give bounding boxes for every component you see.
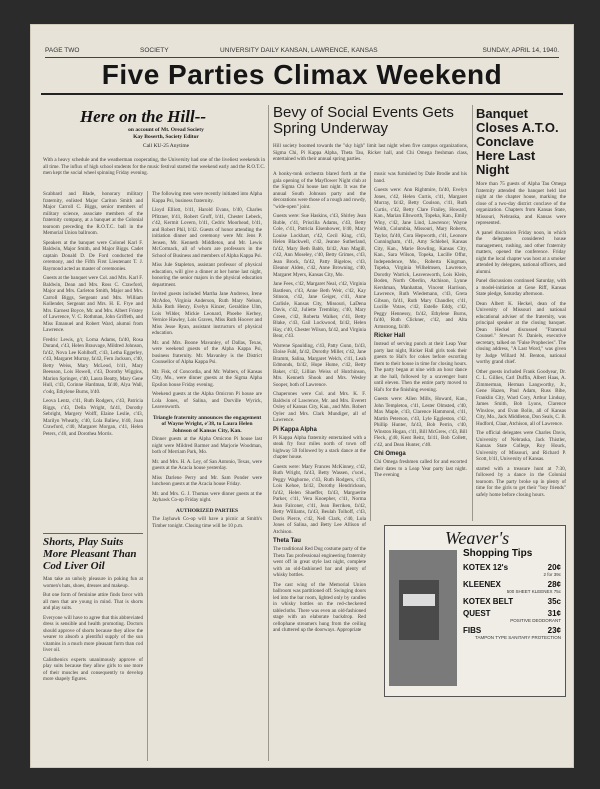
ad-product-photo — [389, 550, 457, 686]
paragraph: Mr. and Mrs. H. A. Ley, of San Antonio, Texas, were guests at the Acacia house yesterday. — [152, 458, 262, 471]
ad-item-name: KOTEX 12's — [463, 563, 509, 572]
paragraph: Instead of serving punch at their Leap Year party last night, Ricker Hall girls took their guests to Hal's for cokes before escorting them to their house in time for closing hours. The party began at nine with an hour dance at the hall, followed by a scavenger hunt until eleven. Then the entire party moved to Hal's for the finishing evening. — [374, 341, 467, 393]
paragraph: Everyone will have to agree that this abbreviated dress is sensible and health promoting. Doctors should approve of shorts because they allow the wearer to absorb a plentiful supply of the sun vitamins in a much more pleasant form than cod liver oil. — [43, 614, 143, 653]
ad-item — [463, 580, 561, 589]
column-1-body — [43, 191, 143, 531]
paragraph: Mr. Fisk, of Concordia, and Mr. Walters, of Kansas City, Mo., were dinner guests at the Sigma Alpha Epsilon house Friday evening. — [152, 368, 262, 388]
article-bevy-lead — [273, 143, 468, 171]
paragraph: The cast wing of the Memorial Union ballroom was partitioned off. Swinging doors led into the bar room, lighted only by candles in whisky bottles on the red-checkered tablecloths. There was even an old-fashioned stage with an elaborate backdrop. Red cellophane streamers hung from the ceiling and cluttered up the doorways. Appropriate — [273, 581, 366, 633]
paragraph: Guests were: Ann Rightmire, fa'40, Evelyn Jones, c'42, Helen Curtis, c'41, Margaret Murray, fa'42, Betty Coulson, c'41, Ruth Curtis, c'42, Betty Clare Frailey, Howard, Kan., Marian Ellsworth, Topeka, Kan., Emily Winy, c'42, Jane Lind, Lawrence; Wayne Woith, Columbia, Missouri, Mary Roberts, Taylor, fa'40, Cora Hepworth, c'41, Leonore Cunningham, c'41, Amy Schlebel, Kansas City, Kan., Marie Bowling, Kansas City, Kan., Sara Wilson, Topeka, Lucille Offut, Independence, Mo., Roberta Kingman, Topeka, Virginia Wilhelmsen, Lawrence, Dorothy Warrick, Leavenworth, Lois Klein, Boden, North Oberlin, Atchison, Lynne Kershman, Manhattan, Vincent Harrison, Lawrence, Ruth Wiedemann, c'43, Greta Gibson, fa'41, Ruth Mary Chandler, c'41, Lucille Votaw, c'42, Estelle Eddy, c'42, Peggy Hennessy, fa'42, Ethylene Burns, fa'40, Ruth Clickner, c'42, and Alta Armstrong, fa'40. — [374, 187, 467, 330]
paragraph: The following men were recently initiated into Alpha Kappa Psi, business fraternity. — [152, 191, 262, 204]
ad-item-note: TAMPON TYPE SANITARY PROTECTION — [475, 635, 561, 640]
paragraph: Fredric Lewis, g/r, Lorna Adams, fa'40, Rosa Durand, c'43, Helen Brauvage, Mildred Johnson, fa'42, Nova Lee Kohlhoff, c'43, Letha Eggerley, c'43, Margaret Murray, fa'42, Fern Jackson, c'40, Betty Weiss, Mary McLeod, b'41, Mary Beeuson, Lois Howell, c'43, Dorothy Wiggins, Marion Springer, c'40, Laura Beatty, Mary Gene Hull, c'43, Corinne Hardman, fa'40, Alya Wall, c'odq, Ethylene Burns, b'40. — [43, 336, 143, 395]
ad-item-note: 500 SHEET KLEENEX 75c — [506, 589, 561, 594]
paragraph: Miss Darlene Perry and Mr. Sam Ponder were luncheon guests at the Acacia house Friday. — [152, 474, 262, 487]
ad-item — [463, 609, 561, 618]
article-heading: Banquet Closes A.T.O. Conclave Here Last Night — [476, 106, 559, 177]
byline-phone: Call KU-25 Anytime — [142, 143, 190, 149]
paragraph: Panel discussions continued Saturday, with a model-initiation at Gene Riff, Kansas State pledge, Saturday afternoon. — [476, 278, 566, 297]
article-banquet — [476, 105, 566, 521]
paragraph: The Jayhawk Co-op will have a picnic at Smith's Timber tonight. Closing time will be 10 p.m. — [152, 516, 262, 529]
paragraph: Guests were: Mary Frances McKinney, c'42, Ruth Wright, fa'43, Betty Wassen, c'ucel., Peggy Waghorne, c'43, Ruth Rodgers, c'43, Lois Kehoe, fa'42, Dorothy Hendrickson, fa'42, Helen Shaeffer, fa'43, Marguerite Parker, c'41, Vera Knoepher, c'41, Norma Jean Falconer, c'41, Jean Berriken, fa'42, Betty Williams, fa'43, Beulah Tolhoff, c'43, Doris Pierce, c'42, Nell Clark, c'40, Lola Jones of Salina, and Betty Lee Allison of Atchison. — [273, 463, 366, 535]
paragraph: Jane Fees, c'42, Margaret Neal, c'42, Virginia Bastleon, c'43, Anne Beth Weir, c'42, Kay Stinson, c'42, Jane Geiger, c'41, Anne Carlisle, Kansas City, Missouri, LaDena Davis, c'42, Juliette Tremblay, c'40, Mary Green, c'42, Roberta Walker, c'41, Betty Blake, c'43, Gail Lockwood, fa'42, Helen Hay, c'40, Chester Wilson, fa'42, and Virginia Bear, c'43. — [273, 281, 366, 339]
paragraph: Chi Omega freshmen called for and escorted their dates to a Leap Year party last night. The evening — [374, 459, 467, 478]
paragraph: Dean Albert K. Heckel, dean of the University of Missouri and national educational adviser of the fraternity, was principal speaker at the closing banquet. Dean Heckel discussed "Fraternal Counsel." Stewart N. Daniels, executive secretary, talked on "False Prophecies". The closing address, "A Last Word," was given by Judge Willard M. Benton, national worthy grand chief. — [476, 300, 566, 365]
article-shorts — [43, 533, 143, 759]
ad-item-price: 20¢ — [547, 563, 561, 572]
paragraph: Invited guests included Martha Jane Andrews, Irene McAdoo, Virginia Anderson, Ruth Mary Nelson, Julia Ruth Henry, Evelyn Kinzer, Geraldine Ulm, Lois Wilder, Mickie Leonard, Phoebe Kerbey, Vernice Hawley, Lois Graves, Miss Ruth Hoover and Miss Jesse Ryan, assistant instructors of physical education. — [152, 291, 262, 336]
paragraph: Guests at the banquet were Col. and Mrs. Karl F. Baldwin, Dean and Mrs. Ross C. Crawford, Major and Mrs. Carleton Smith, Major and Mrs. Carroll Biggs, Sergeant and Mrs. William Kollender, Sergeant and Mrs. H. E. Frye and Mrs. Earnest Boyce, Mr. and Mrs. Albert Fristey of Lawrence, V. C. Rothman, John Griffeth, and Miss Emanuel and Robert Ward, alumni from Lawrence. — [43, 275, 143, 333]
ad-item-note: POSITIVE DEODORANT — [510, 618, 561, 623]
column-rule — [268, 105, 269, 761]
column-rule — [147, 191, 148, 761]
weavers-advertisement — [384, 525, 566, 697]
page-number: PAGE TWO — [45, 47, 80, 54]
ad-item — [463, 597, 561, 606]
ad-item — [463, 626, 561, 635]
paragraph: Mr. and Mrs. Boone Mavanley, of Dallas, Texas, were weekend guests of the Alpha Kappa Psi, business fraternity. Mr. Mavanley is the District Counsellor of Alpha Kappa Psi. — [152, 339, 262, 365]
paragraph: Mr. and Mrs. G. J. Thomas were dinner guests at the Jayhawk Co-op Friday night. — [152, 490, 262, 503]
ad-item-note: 2 for 39c — [543, 572, 561, 577]
paragraph: Miss Jule Stapleton, assistant professor of physical education, will give a dinner at her home last night, honoring the senior majors in the physical education department. — [152, 262, 262, 288]
paragraph: The traditional Red Dog costume party of the Theta Tau professional engineering fraternity went off in great style last night, complete with an old-fashioned bar and plenty of whisky bottles. — [273, 546, 366, 578]
paragraph: A honky-tonk orchestra blared forth at the gala opening of the Mayflower Night club at the Sigma Chi house last night. It was the annual South Johnson party and the decorations were those of a rough and rowdy, "wide-open" joint. — [273, 171, 366, 210]
paragraph: More than 75 guests of Alpha Tau Omega fraternity attended the banquet held last night at the chapter house, marking the close of a two-day district conclave of the organization. Chapters from Kansas State, Missouri, Nebraska, and Kansas were represented. — [476, 181, 566, 226]
article-bevy-heading — [273, 103, 468, 143]
subheading: AUTHORIZED PARTIES — [175, 507, 239, 514]
paragraph: Guests were: Allen Mills, Howard, Kan., John Templeton, c'41, Lester Olmsted, c'40, Max Maple, c'43, Clarence Hammond, c'41, Martin Peterson, c'43, Lyle Eggleston, c'42, Phillip Hunter, fa'43, Bob Perrin, c'40, Winston Hogan, c'41, Bill McGrew, c'43, Bill Fleck, g'40, Kent Reitz, fa'41, Bob Collett, c'42, and Dean Hunter, c'40. — [374, 396, 467, 448]
paragraph: Guests were: Sue Haskins, c'43, Shirley Jean Ruble, c'41, Priscilla Adams, c'43, Betty Cole, c'41, Patricia Eisenhower, b'40, Mary Louise Lockhart, c'42, Cecil King, c'43, Helen Blackwell, c'42, Jeanne Sutherland, fa'42, Mary Beth Babb, fa'42, Ann Magill, c'42, Ann Moseley, c'40, Betty Grimes, c'43, Jean Brock, fa'42, Patty Bigelow, c'43, Eleanor Alden, c'42, Anne Browning, c'40, Margaret Myers, Kansas City, Mo. — [273, 213, 366, 278]
paragraph: Lloyd Elliott, b'41, Harold Evans, b'40, Charles Pfitzner, b'41, Robert Groff, b'41, Chester Lebeck, c'42, Kermit Lovern, b'41, Cedric Moorhead, b'41, and Robert Phil, b'42. Guests of honor attending the initiation dinner and ceremony were Mr. Jens P. Jensen, Mr. Kenneth Middleton, and Mr. Lewis McCormack, all of whom are professors in the School of Business and members of Alpha Kappa Psi. — [152, 207, 262, 259]
column-4-body — [374, 171, 467, 521]
column-byline-block — [91, 127, 241, 157]
ad-item-price: 23¢ — [547, 626, 561, 635]
column-heading: Here on the Hill-- — [79, 107, 207, 126]
ad-item-name: KLEENEX — [463, 580, 501, 589]
column-rule — [472, 105, 473, 521]
byline-society: on account of Mt. Oread Society — [128, 127, 204, 133]
paragraph: Other guests included Frank Goodyear, Dr. C. L. Gillies, Carl Duffin, Albert Haas, A. Zimmerman, Herman Langworthy, Jr., Gene Hazen, Paul Adam, Russ Bibe, Franklin City, Ward Cory, Arthur Lindsay, James Smith, Bob Lyons, Clarence Winslow, and Evan Bolin, all of Kansas City, Mo., Jack Middleton, Don Seals, C. B. Hudford, Claar, Atchison, all of Lawrence. — [476, 368, 566, 427]
paragraph: Man take an unholy pleasure in poking fun at women's hats, shoes, dresses and makeup. — [43, 576, 143, 589]
byline-editor: Kay Boserth, Society Editor — [133, 134, 199, 140]
ad-item-name: QUEST — [463, 609, 491, 618]
column-rule — [370, 171, 371, 521]
paragraph: started with a treasure hunt at 7:30, followed by a dance in the Colonial tearoom. The party broke up in plenty of time for the girls to get their "boy friends" safely home before closing hours. — [476, 465, 566, 498]
ad-item-price: 31¢ — [547, 609, 561, 618]
subheading: Pi Kappa Alpha — [273, 426, 317, 433]
ad-item — [463, 563, 561, 572]
paragraph: Leova Lentz, c'41, Ruth Rodgers, c'43, Patricia Riggs, c'43, Della Wright, fa'41, Dorothy Sebright, Margery Wolff, Elaine Leslie, c'43, Marilyn Wheatly, c'40, Lola Baliew, b'40, Joan Crawford, c'40, Margaret Morgan, c'41, Helen Peters, c'40, and Dorothea Morris. — [43, 398, 143, 437]
newspaper-page — [30, 24, 574, 768]
ad-list-title: Shopping Tips — [463, 548, 533, 559]
subheading: Theta Tau — [273, 538, 301, 544]
issue-date: SUNDAY, APRIL 14, 1940. — [482, 47, 559, 54]
paragraph: A panel discussion Friday noon, in which the delegates considered house management, rushing, and other fraternity matters, opened the conference. Friday night the local chapter was host at a smoker attended by delegates, national officers, and alumni. — [476, 229, 566, 275]
paragraph: But one form of feminine attire finds favor with all men that are young in mind. That is shorts and play suits. — [43, 592, 143, 611]
paragraph: Hill society boomed towards the "sky high" limit last night when five campus organizations, Sigma Chi, Pi Kappa Alpha, Theta Tau, Ricker hall, and Chi Omega freshman class, entertained with their annual spring parties. — [273, 143, 468, 162]
paper-name: UNIVERSITY DAILY KANSAN, LAWRENCE, KANSAS — [220, 47, 378, 54]
paragraph: With a heavy schedule and the weatherman cooperating, the University had one of the liveliest weekends in all time. The influx of high school students for the music festival started the weekend early and the R.O.T.C. men kept the social wheel spinning Friday evening. — [43, 157, 265, 176]
section-name: SOCIETY — [140, 47, 169, 54]
article-heading: Shorts, Play Suits More Pleasant Than Cod Liver Oil — [43, 536, 137, 572]
lead-paragraph — [43, 157, 265, 189]
ad-item-price: 35c — [547, 597, 561, 606]
paragraph: Scabbard and Blade, honorary military fraternity, enlisted Major Cariton Smith and Major Carroll C. Biggs, senior members of military science, associate members of the fraternity company, at a banquet at the Colonial tearoom preceding the R.O.T.C. ball in the Memorial Union ballroom. — [43, 191, 143, 236]
main-headline: Five Parties Climax Weekend — [41, 59, 563, 95]
product-box-image — [399, 580, 439, 640]
paragraph: Chaperones were Col. and Mrs. K. F. Baldwin of Lawrence, Mr. and Mrs. Everett Oxley of Kansas City, Kan., and Mrs. Robert Oyler and Mrs. Clark Mundiger, all of Lawrence. — [273, 391, 366, 423]
ad-item-name: KOTEX BELT — [463, 597, 514, 606]
product-label-image — [403, 594, 435, 606]
article-heading: Bevy of Social Events Gets Spring Underway — [273, 104, 454, 137]
paragraph: The official delegates were Charles Davis, University of Nebraska, Jack Thistler, Kansas State College, Roy Houck, University of Missouri, and Richard P. Scott, b'41, University of Kansas. — [476, 430, 566, 462]
paragraph: Pi Kappa Alpha fraternity entertained with a steak fry four miles north of town off highway 59 followed by a stack dance at the chapter house. — [273, 434, 366, 460]
paragraph: Dinner guests at the Alpha Omicron Pi house last night were Mildred Barmer and Marjorie Woodman, both of Merriam Park, Mo. — [152, 436, 262, 455]
ad-item-name: FIBS — [463, 626, 482, 635]
subheading: Ricker Hall — [374, 333, 406, 339]
paragraph: Weekend guests at the Alpha Omicron Pi house are Lola Jones, of Salina, and Dorville Wyrick, Leavenworth. — [152, 391, 262, 410]
column-3-body — [273, 171, 366, 761]
paragraph: music was furnished by Dale Brodie and his band. — [374, 171, 467, 184]
subheading: Chi Omega — [374, 451, 406, 457]
paragraph: Calisthenics experts unanimously approve of play suits because they allow girls to use more of their muscles and consequently to develop more shapely figures. — [43, 656, 143, 682]
paragraph: Warrene Spaulding, c'43, Patty Gunn, fa'43, Eloise Fuhl, fa'42, Dorothy Miller, c'42, Jane Bramm, Salina, Margaret Welch, c'41, Leah Edmonds, fa'42, Hope Hume, c'42, Betty Baker, c'42, Lillian Weiss of Hutchinson, Mrs. Kenneth Shook and Mrs. Wesley Sooper, both of Lawrence. — [273, 342, 366, 388]
column-2-body — [152, 191, 262, 761]
paragraph: Speakers at the banquet were Colonel Karl F. Baldwin, Major Smith, and Major Biggs. Cadet captain Donald D. De Ford conducted the ceremony, and the Fifth First Lieutenant T. J. Raymond acted as master of ceremonies. — [43, 239, 143, 272]
ad-title: Weaver's — [445, 528, 510, 548]
folio-line — [45, 47, 559, 58]
ad-item-price: 28¢ — [547, 580, 561, 589]
engagement-announcement: Triangle fraternity announces the engagement of Wayne Wright, e'38, to Laura Helen Johnson of Kansas City, Kan. — [152, 414, 262, 434]
ad-price-list — [463, 548, 561, 640]
